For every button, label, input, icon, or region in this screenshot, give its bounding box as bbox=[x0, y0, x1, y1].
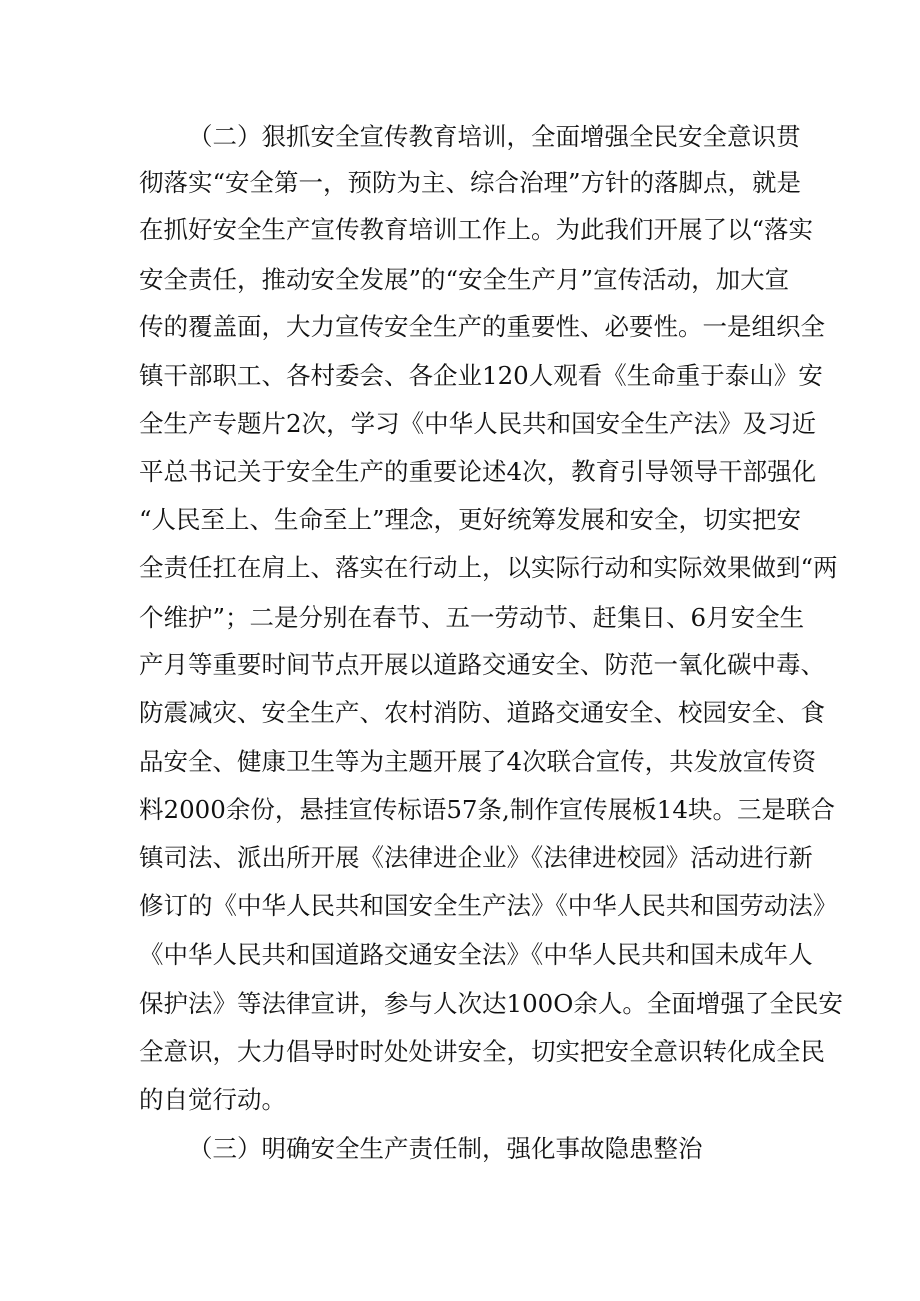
paragraph-line: 保护法》等法律宣讲，参与人次达100O余人。全面增强了全民安 bbox=[139, 989, 843, 1018]
paragraph-line: “人民至上、生命至上”理念，更好统筹发展和安全，切实把安 bbox=[139, 505, 802, 534]
paragraph-line: 个维护”；二是分别在春节、五一劳动节、赶集日、6月安全生 bbox=[139, 603, 805, 632]
paragraph-line: 彻落实“安全第一，预防为主、综合治理”方针的落脚点，就是 bbox=[139, 168, 802, 197]
paragraph-line: 产月等重要时间节点开展以道路交通安全、防范一氧化碳中毒、 bbox=[139, 650, 825, 679]
paragraph-line-last: 的自觉行动。 bbox=[139, 1085, 286, 1114]
paragraph-line: 《中华人民共和国道路交通安全法》《中华人民共和国未成年人 bbox=[139, 940, 813, 969]
paragraph-line: 全责任扛在肩上、落实在行动上，以实际行动和实际效果做到“两 bbox=[139, 553, 838, 582]
paragraph-line: 传的覆盖面，大力宣传安全生产的重要性、必要性。一是组织全 bbox=[139, 312, 825, 341]
paragraph-line: 全意识，大力倡导时时处处讲安全，切实把安全意识转化成全民 bbox=[139, 1037, 825, 1066]
paragraph-line: 平总书记关于安全生产的重要论述4次，教育引导领导干部强化 bbox=[139, 457, 817, 486]
paragraph-line: 镇干部职工、各村委会、各企业120人观看《生命重于泰山》安 bbox=[139, 361, 823, 390]
paragraph-line: 在抓好安全生产宣传教育培训工作上。为此我们开展了以“落实 bbox=[139, 215, 814, 244]
paragraph-line: 修订的《中华人民共和国安全生产法》《中华人民共和国劳动法》 bbox=[139, 891, 838, 920]
paragraph-line: （二）狠抓安全宣传教育培训，全面增强全民安全意识贯 bbox=[188, 122, 801, 151]
paragraph-line: 全生产专题片2次，学习《中华人民共和国安全生产法》及习近 bbox=[139, 409, 817, 438]
paragraph-line: 料2000余份，悬挂宣传标语57条,制作宣传展板14块。三是联合 bbox=[139, 795, 835, 824]
section-heading: （三）明确安全生产责任制，强化事故隐患整治 bbox=[188, 1134, 703, 1163]
paragraph-line: 品安全、健康卫生等为主题开展了4次联合宣传，共发放宣传资 bbox=[139, 747, 817, 776]
paragraph-line: 安全责任，推动安全发展”的“安全生产月”宣传活动，加大宣 bbox=[139, 265, 790, 294]
paragraph-line: 镇司法、派出所开展《法律进企业》《法律进校园》活动进行新 bbox=[139, 843, 813, 872]
paragraph-line: 防震减灾、安全生产、农村消防、道路交通安全、校园安全、食 bbox=[139, 698, 825, 727]
